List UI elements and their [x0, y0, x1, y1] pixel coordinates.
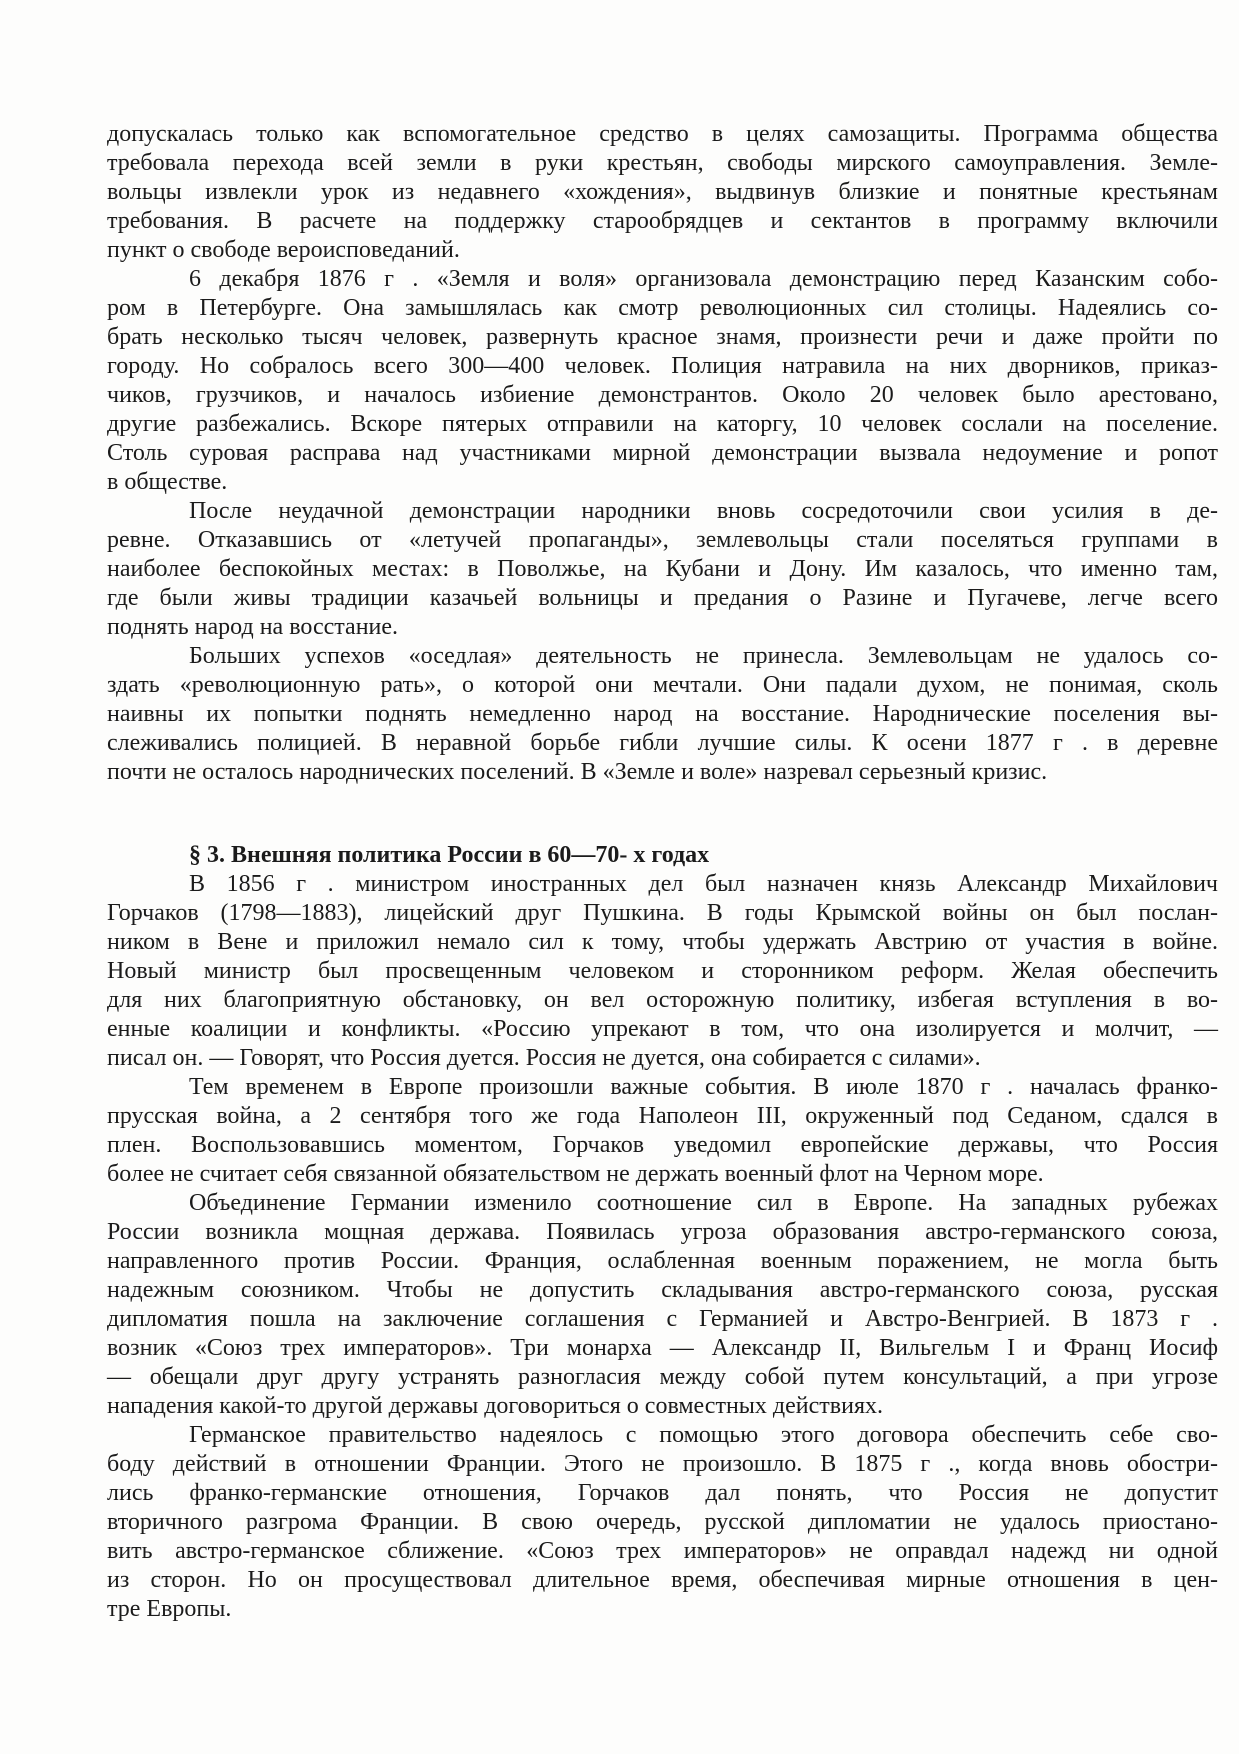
text-line: вить австро-германское сближение. «Союз трех императоров» не оправдал надежд ни одной	[107, 1538, 1218, 1564]
text-line: вольцы извлекли урок из недавнего «хождения», выдвинув близкие и понятные крестьянам	[107, 179, 1218, 205]
paragraph	[107, 642, 1218, 787]
text-line: пункт о свободе вероисповеданий.	[107, 237, 460, 263]
text-line: нападения какой-то другой державы договориться о совместных действиях.	[107, 1393, 883, 1419]
text-line: направленного против России. Франция, ослабленная военным поражением, не могла быть	[107, 1248, 1218, 1274]
text-line: тре Европы.	[107, 1596, 232, 1622]
paragraph	[107, 120, 1218, 265]
text-line: енные коалиции и конфликты. «Россию упрекают в том, что она изолируется и молчит, —	[107, 1016, 1218, 1042]
text-line: дипломатия пошла на заключение соглашения с Германией и Австро-Венгрией. В 1873 г .	[107, 1306, 1218, 1332]
text-line: Объединение Германии изменило соотношение сил в Европе. На западных рубежах	[189, 1190, 1218, 1216]
text-line: России возникла мощная держава. Появилась угроза образования австро-германского союза,	[107, 1219, 1218, 1245]
text-line: другие разбежались. Вскоре пятерых отправили на каторгу, 10 человек сослали на поселение.	[107, 411, 1218, 437]
text-line: наивны их попытки поднять немедленно народ на восстание. Народнические поселения вы-	[107, 701, 1218, 727]
text-line: наиболее беспокойных местах: в Поволжье, на Кубани и Дону. Им казалось, что именно там,	[107, 556, 1218, 582]
text-line: допускалась только как вспомогательное средство в целях самозащиты. Программа общества	[107, 121, 1218, 147]
text-line: После неудачной демонстрации народники вновь сосредоточили свои усилия в де-	[189, 498, 1218, 524]
paragraph	[107, 1073, 1218, 1189]
text-line: требовала перехода всей земли в руки крестьян, свободы мирского самоуправления. Земле-	[107, 150, 1218, 176]
page-text-block	[107, 120, 1218, 1624]
text-line: Столь суровая расправа над участниками мирной демонстрации вызвала недоумение и ропот	[107, 440, 1218, 466]
text-line: Больших успехов «оседлая» деятельность не принесла. Землевольцам не удалось со-	[189, 643, 1218, 669]
paragraph	[107, 1421, 1218, 1624]
text-line: из сторон. Но он просуществовал длительное время, обеспечивая мирные отношения в цен-	[107, 1567, 1218, 1593]
paragraph	[107, 265, 1218, 497]
paragraph	[107, 870, 1218, 1073]
text-line: — обещали друг другу устранять разногласия между собой путем консультаций, а при угрозе	[107, 1364, 1218, 1390]
text-line: ревне. Отказавшись от «летучей пропаганды», землевольцы стали поселяться группами в	[107, 527, 1218, 553]
section-heading: § 3. Внешняя политика России в 60—70- х годах	[189, 842, 710, 868]
text-line: почти не осталось народнических поселений. В «Земле и воле» назревал серьезный кризис.	[107, 759, 1048, 785]
paragraph	[107, 497, 1218, 642]
text-line: брать несколько тысяч человек, развернуть красное знамя, произнести речи и даже пройти по	[107, 324, 1218, 350]
text-line: требования. В расчете на поддержку старообрядцев и сектантов в программу включили	[107, 208, 1218, 234]
text-line: боду действий в отношении Франции. Этого не произошло. В 1875 г ., когда вновь обостри-	[107, 1451, 1218, 1477]
text-line: плен. Воспользовавшись моментом, Горчаков уведомил европейские державы, что Россия	[107, 1132, 1218, 1158]
text-line: возник «Союз трех императоров». Три монарха — Александр II, Вильгельм I и Франц Иосиф	[107, 1335, 1218, 1361]
text-line: поднять народ на восстание.	[107, 614, 399, 640]
text-line: более не считает себя связанной обязательством не держать военный флот на Черном море.	[107, 1161, 1044, 1187]
text-line: В 1856 г . министром иностранных дел был назначен князь Александр Михайлович	[189, 871, 1218, 897]
text-line: где были живы традиции казачьей вольницы и предания о Разине и Пугачеве, легче всего	[107, 585, 1218, 611]
text-line: Германское правительство надеялось с помощью этого договора обеспечить себе сво-	[189, 1422, 1218, 1448]
text-line: вторичного разгрома Франции. В свою очередь, русской дипломатии не удалось приостано-	[107, 1509, 1218, 1535]
text-line: лись франко-германские отношения, Горчаков дал понять, что Россия не допустит	[107, 1480, 1218, 1506]
text-line: ром в Петербурге. Она замышлялась как смотр революционных сил столицы. Надеялись со-	[107, 295, 1218, 321]
text-line: надежным союзником. Чтобы не допустить складывания австро-германского союза, русская	[107, 1277, 1218, 1303]
text-line: Новый министр был просвещенным человеком и сторонником реформ. Желая обеспечить	[107, 958, 1218, 984]
text-line: чиков, грузчиков, и началось избиение демонстрантов. Около 20 человек было арестовано,	[107, 382, 1218, 408]
text-line: Горчаков (1798—1883), лицейский друг Пушкина. В годы Крымской войны он был послан-	[107, 900, 1218, 926]
text-line: прусская война, а 2 сентября того же года Наполеон III, окруженный под Седаном, сдался в	[107, 1103, 1218, 1129]
text-line: городу. Но собралось всего 300—400 человек. Полиция натравила на них дворников, приказ-	[107, 353, 1218, 379]
text-line: в обществе.	[107, 469, 228, 495]
text-line: здать «революционную рать», о которой они мечтали. Они падали духом, не понимая, сколь	[107, 672, 1218, 698]
paragraph	[107, 1189, 1218, 1421]
text-line: для них благоприятную обстановку, он вел осторожную политику, избегая вступления в во-	[107, 987, 1218, 1013]
text-line: ником в Вене и приложил немало сил к тому, чтобы удержать Австрию от участия в войне.	[107, 929, 1218, 955]
text-line: слеживались полицией. В неравной борьбе гибли лучшие силы. К осени 1877 г . в деревне	[107, 730, 1218, 756]
text-line: 6 декабря 1876 г . «Земля и воля» организовала демонстрацию перед Казанским собо-	[189, 266, 1218, 292]
text-line: Тем временем в Европе произошли важные события. В июле 1870 г . началась франко-	[189, 1074, 1218, 1100]
text-line: писал он. — Говорят, что Россия дуется. Россия не дуется, она собирается с силами».	[107, 1045, 981, 1071]
